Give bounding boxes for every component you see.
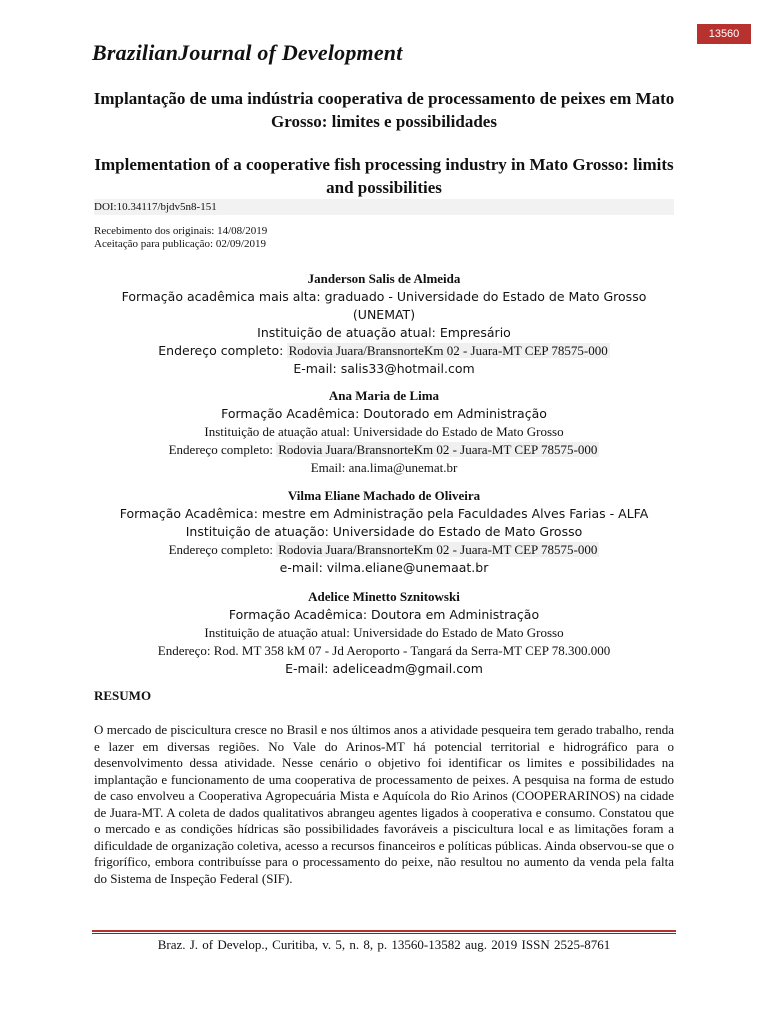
dates-block — [94, 225, 267, 251]
author-email: e-mail: vilma.eliane@unemaat.br — [279, 560, 489, 575]
received-date: Recebimento dos originais: 14/08/2019 — [94, 225, 268, 237]
footer-rule-thin — [92, 933, 676, 934]
address-value: Rodovia Juara/BransnorteKm 02 - Juara-MT CEP 78575-000 — [288, 343, 608, 358]
author-address — [88, 441, 680, 459]
accepted-date: Aceitação para publicação: 02/09/2019 — [94, 238, 266, 250]
abstract-text: O mercado de piscicultura cresce no Brasil e nos últimos anos a atividade pesqueira tem gerado trabalho, renda e lazer em diversas regiões. No Vale do Arinos-MT há potencial territorial e hidrográfico para o desenvolvimento dessa atividade. Nesse cenário o objetivo foi identificar os limites e possibilidades na implantação e funcionamento de uma cooperativa de processamento de peixes. A pesquisa na forma de estudo de caso envolveu a Cooperativa Agropecuária Mista e Aquícola do Rio Arinos (COOPERARINOS) na cidade de Juara-MT. A coleta de dados qualitativos abrangeu agentes ligados à cooperativa e consumo. Constatou que o mercado e as condições hídricas são possibilidades favoráveis a piscicultura local e as limitações foram a dificuldade de organização coletiva, acesso a recursos financeiros e políticas públicas. Ainda observou-se que o frigorífico, embora contribuísse para o processamento do peixe, não resultou no aumento da venda pela falta do Sistema de Inspeção Federal (SIF). — [94, 722, 674, 886]
footer-citation: Braz. J. of Develop., Curitiba, v. 5, n. 8, p. 13560-13582 aug. 2019 ISSN 2525-8761 — [157, 937, 611, 952]
author-name: Adelice Minetto Sznitowski — [308, 589, 460, 604]
author-address — [88, 541, 680, 559]
address-label: Endereço completo: — [158, 343, 284, 358]
author-formation-cont: (UNEMAT) — [352, 307, 416, 322]
page-number-badge: 13560 — [697, 24, 751, 44]
author-block-3 — [88, 487, 680, 577]
journal-name: BrazilianJournal of Development — [92, 40, 403, 65]
author-formation: Formação Acadêmica: Doutorado em Administração — [221, 406, 547, 421]
author-address — [88, 342, 680, 360]
author-formation: Formação acadêmica mais alta: graduado - Universidade do Estado de Mato Grosso — [121, 289, 647, 304]
address-value: Rodovia Juara/BransnorteKm 02 - Juara-MT CEP 78575-000 — [278, 442, 598, 457]
doi-line[interactable]: DOI:10.34117/bjdv5n8-151 — [94, 199, 674, 215]
author-block-2 — [88, 387, 680, 477]
title-portuguese: Implantação de uma indústria cooperativa de processamento de peixes em Mato Grosso: limites e possibilidades — [93, 89, 675, 131]
author-formation: Formação Acadêmica: Doutora em Administração — [228, 607, 540, 622]
author-block-1 — [88, 270, 680, 378]
author-institution: Instituição de atuação atual: Universidade do Estado de Mato Grosso — [204, 625, 564, 640]
author-email: E-mail: salis33@hotmail.com — [293, 361, 475, 376]
address-label: Endereço completo: — [168, 542, 273, 557]
author-formation: Formação Acadêmica: mestre em Administração pela Faculdades Alves Farias - ALFA — [119, 506, 649, 521]
address-value: Rodovia Juara/BransnorteKm 02 - Juara-MT CEP 78575-000 — [278, 542, 598, 557]
author-name: Vilma Eliane Machado de Oliveira — [287, 488, 481, 503]
author-name: Janderson Salis de Almeida — [307, 271, 461, 286]
address-label: Endereço completo: — [168, 442, 273, 457]
author-institution: Instituição de atuação atual: Universidade do Estado de Mato Grosso — [204, 424, 564, 439]
author-block-4 — [88, 588, 680, 678]
author-institution: Instituição de atuação: Universidade do Estado de Mato Grosso — [185, 524, 583, 539]
author-address: Endereço: Rod. MT 358 kM 07 - Jd Aeroporto - Tangará da Serra-MT CEP 78.300.000 — [157, 643, 611, 658]
resumo-heading: RESUMO — [94, 688, 152, 703]
author-institution: Instituição de atuação atual: Empresário — [257, 325, 511, 340]
footer-rule — [92, 930, 676, 932]
author-email: Email: ana.lima@unemat.br — [310, 460, 458, 475]
author-name: Ana Maria de Lima — [328, 388, 440, 403]
author-email: E-mail: adeliceadm@gmail.com — [285, 661, 483, 676]
title-english: Implementation of a cooperative fish processing industry in Mato Grosso: limits and possibilities — [94, 155, 674, 197]
